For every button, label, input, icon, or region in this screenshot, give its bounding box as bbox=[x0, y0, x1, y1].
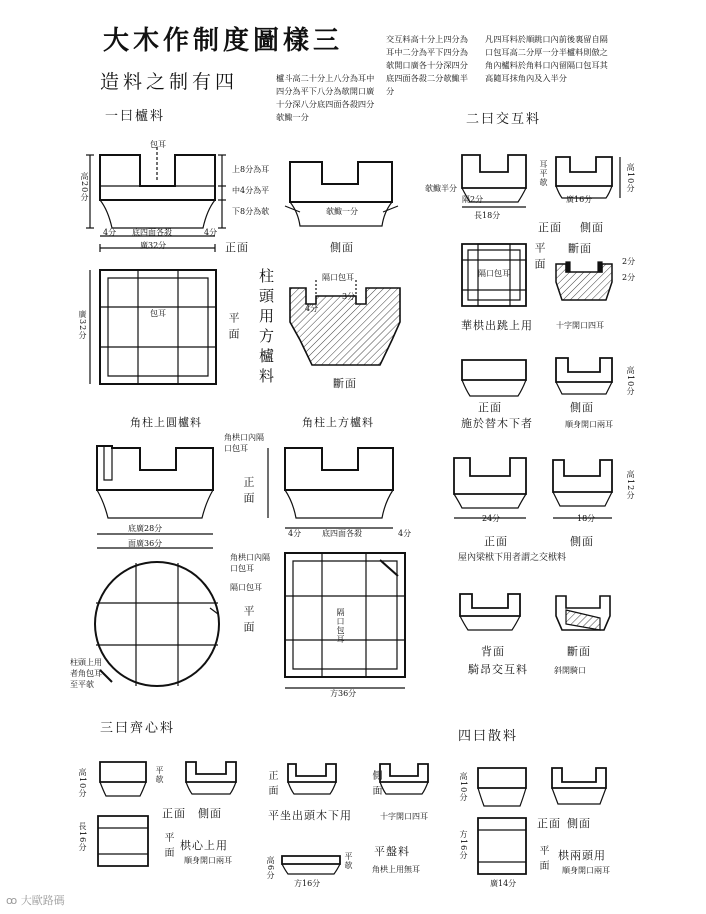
pingpan-front bbox=[282, 856, 340, 874]
watermark-text: 大歐路碼 bbox=[20, 894, 65, 907]
section-title-ludou: 一曰櫨料 bbox=[105, 109, 166, 124]
label-ge-2fen: 隔2分 bbox=[462, 195, 484, 204]
san-side bbox=[552, 768, 606, 804]
dim-4s2: 4分 bbox=[398, 529, 412, 538]
label-qi-8: 下8分為欹 bbox=[232, 207, 270, 216]
dim-16d: 方16分 bbox=[459, 830, 468, 861]
caption-gong-liangtou-note: 順身開口兩耳 bbox=[562, 866, 610, 875]
dim-14: 廣14分 bbox=[490, 879, 517, 888]
pingsheng-side bbox=[380, 764, 428, 794]
caption-wo-yu-note: 順身開口兩耳 bbox=[565, 420, 613, 429]
dim-4-right: 4分 bbox=[204, 228, 218, 237]
dim-2a: 2分 bbox=[622, 257, 636, 266]
caption-jiaozhu-round: 角柱上圓櫨料 bbox=[130, 416, 202, 429]
jiaohu-plan bbox=[462, 244, 526, 306]
san-front bbox=[478, 768, 526, 806]
label-ping-qi-2: 平欹 bbox=[344, 852, 353, 870]
dim-4s1: 4分 bbox=[288, 529, 302, 538]
woyu-side bbox=[556, 358, 612, 394]
section-title-jiaohu: 二曰交互料 bbox=[466, 112, 542, 127]
caption-qi-ang-note: 斜開騎口 bbox=[554, 666, 586, 675]
label-baoer-plan: 包耳 bbox=[150, 309, 166, 318]
caption-jiaozhu-square: 角柱上方櫨料 bbox=[302, 416, 374, 429]
caption-wo-yu: 施於替木下者 bbox=[461, 417, 533, 430]
jiaozhu-round-plan bbox=[95, 562, 219, 686]
caption-gong-xin-note: 順身開口兩耳 bbox=[184, 856, 232, 865]
caption-side-2: 側面 bbox=[580, 221, 604, 234]
label-ge-kou-baoer: 隔口包耳 bbox=[322, 273, 354, 282]
qixin-front bbox=[100, 762, 146, 796]
label-di-si-mian-2: 底四面各殺 bbox=[322, 529, 362, 538]
label-qi-zheng: 欹鯫半分 bbox=[425, 184, 457, 193]
dim-20: 高20分 bbox=[80, 172, 89, 203]
jiaohu-front bbox=[462, 155, 526, 207]
note-ludou: 櫨斗高二十分上八分為耳中四分為平下八分為欹開口廣十分深八分底四面各殺四分欹鯫一分 bbox=[276, 73, 375, 122]
caption-front-1: 正面 bbox=[225, 241, 249, 254]
caption-front-7: 正面 bbox=[162, 807, 186, 820]
dim-16b: 方16分 bbox=[294, 879, 321, 888]
jiaozhu-square-plan bbox=[285, 553, 405, 688]
note-jiaohu: 交互料高十分上四分為耳中二分為平下四分為欹開口廣各十分深四分底四面各殺二分欹鯫半分 bbox=[386, 34, 468, 96]
dim-32: 廣32分 bbox=[140, 241, 167, 250]
dim-28: 底廣28分 bbox=[128, 524, 163, 533]
ludou-side-elevation bbox=[285, 162, 398, 226]
caption-qi-ang: 騎昂交互料 bbox=[468, 663, 528, 676]
san-plan bbox=[478, 818, 526, 874]
ludou-section bbox=[290, 280, 400, 365]
caption-plan-7: 平面 bbox=[162, 832, 173, 862]
label-er-8: 上8分為耳 bbox=[232, 165, 270, 174]
caption-gong-xin: 栱心上用 bbox=[180, 839, 228, 852]
caption-back-6: 背面 bbox=[481, 645, 505, 658]
caption-zhutou: 柱頭用方櫨料 bbox=[257, 268, 275, 388]
caption-side-5: 側面 bbox=[570, 535, 594, 548]
caption-front-2: 正面 bbox=[538, 221, 562, 234]
label-ge-kou-v: 隔口包耳 bbox=[336, 608, 345, 644]
jiaofu-front bbox=[454, 458, 526, 518]
caption-side-9: 側面 bbox=[567, 817, 591, 830]
label-ge-kou-2: 隔口包耳 bbox=[230, 583, 262, 592]
jiaozhu-square-front bbox=[268, 448, 393, 528]
caption-plan-4: 平面 bbox=[242, 605, 255, 637]
section-title-san: 四曰散料 bbox=[458, 729, 519, 744]
jiaohu-section bbox=[556, 262, 612, 300]
label-gou-note: 柱頭上用者角包耳至平欹 bbox=[70, 658, 102, 689]
caption-plan-2: 平面 bbox=[533, 242, 546, 274]
dim-24: 24分 bbox=[482, 514, 501, 523]
label-ge-kou-baoer-2: 隔口包耳 bbox=[478, 269, 510, 278]
dim-6: 高6分 bbox=[266, 856, 275, 881]
caption-section-1: 斷面 bbox=[333, 377, 357, 390]
ludou-front-elevation bbox=[86, 147, 226, 252]
woyu-front bbox=[462, 360, 526, 396]
dim-16c: 長16分 bbox=[78, 822, 87, 853]
dim-32-plan: 廣32分 bbox=[78, 310, 87, 341]
caption-section-6: 斷面 bbox=[567, 645, 591, 658]
dim-36: 面廣36分 bbox=[128, 539, 163, 548]
caption-section-2: 斷面 bbox=[568, 242, 592, 255]
label-di-si-mian: 底四面各殺 bbox=[132, 228, 172, 237]
qiang-back bbox=[460, 594, 520, 630]
caption-front-4: 正面 bbox=[242, 476, 255, 508]
jiaofu-side bbox=[553, 460, 612, 518]
caption-front-5: 正面 bbox=[484, 535, 508, 548]
caption-ping-pan: 平盤料 bbox=[374, 845, 410, 858]
caption-side-7: 側面 bbox=[198, 807, 222, 820]
dim-10: 高10分 bbox=[626, 163, 635, 194]
label-ping-qi: 平欹 bbox=[155, 766, 164, 784]
dim-18b: 18分 bbox=[577, 514, 596, 523]
jiaohu-side bbox=[556, 157, 620, 198]
note-general: 凡四耳料於順跳口內前後裏留自隔口包耳高二分厚一分半櫨料則倣之角內櫨料於角料口內留隔口包耳其高隨耳抹角內及入半分 bbox=[485, 34, 608, 83]
caption-hua-gong-note: 十字開口四耳 bbox=[556, 321, 604, 330]
caption-liang-fu: 屋內梁栿下用者謂之交栿料 bbox=[458, 553, 567, 563]
qixin-side bbox=[186, 762, 236, 794]
caption-front-8: 正面 bbox=[266, 770, 277, 800]
ludou-plan bbox=[90, 270, 216, 384]
pingsheng-front bbox=[288, 764, 336, 794]
dim-12: 高12分 bbox=[626, 470, 635, 501]
caption-side-1: 側面 bbox=[330, 241, 354, 254]
caption-plan-9: 平面 bbox=[537, 845, 548, 875]
label-lian-jiao-2: 角栱口內隔口包耳 bbox=[230, 553, 270, 573]
dim-16: 廣16分 bbox=[566, 195, 593, 204]
caption-ping-pan-note: 角栱上用無耳 bbox=[372, 865, 420, 874]
dim-2b: 2分 bbox=[622, 273, 636, 282]
caption-pingsheng: 平坐出頭木下用 bbox=[268, 809, 352, 822]
dim-36b: 方36分 bbox=[330, 689, 357, 698]
caption-hua-gong: 華栱出跳上用 bbox=[461, 319, 533, 332]
caption-side-3: 側面 bbox=[570, 401, 594, 414]
label-ai-xi: 欹鯫一分 bbox=[326, 207, 358, 216]
dim-4-left: 4分 bbox=[103, 228, 117, 237]
section-title-qixin: 三曰齊心料 bbox=[100, 721, 176, 736]
watermark-logo-icon: ꝏ bbox=[6, 894, 18, 907]
dim-10d: 高10分 bbox=[459, 772, 468, 803]
label-baoer: 包耳 bbox=[150, 140, 166, 149]
jiaozhu-round-front bbox=[97, 446, 213, 548]
dim-10c: 高10分 bbox=[78, 768, 87, 799]
caption-side-8: 側面 bbox=[370, 770, 381, 800]
caption-gong-liangtou: 栱兩頭用 bbox=[558, 849, 606, 862]
label-lian-jiao: 角栱口內隔口包耳 bbox=[224, 433, 264, 453]
qiang-section bbox=[556, 596, 610, 630]
label-ping-4: 中4分為平 bbox=[232, 186, 270, 195]
dim-18: 長18分 bbox=[474, 211, 501, 220]
caption-front-3: 正面 bbox=[478, 401, 502, 414]
caption-front-9: 正面 bbox=[537, 817, 561, 830]
caption-plan-1: 平面 bbox=[227, 312, 240, 344]
dim-10b: 高10分 bbox=[626, 366, 635, 397]
caption-pingsheng-note: 十字開口四耳 bbox=[380, 812, 428, 821]
page-subtitle: 造料之制有四 bbox=[100, 71, 239, 93]
page-title: 大木作制度圖樣三 bbox=[103, 26, 344, 56]
label-ear-pt: 耳平欹 bbox=[539, 160, 548, 187]
qixin-plan bbox=[98, 816, 148, 866]
